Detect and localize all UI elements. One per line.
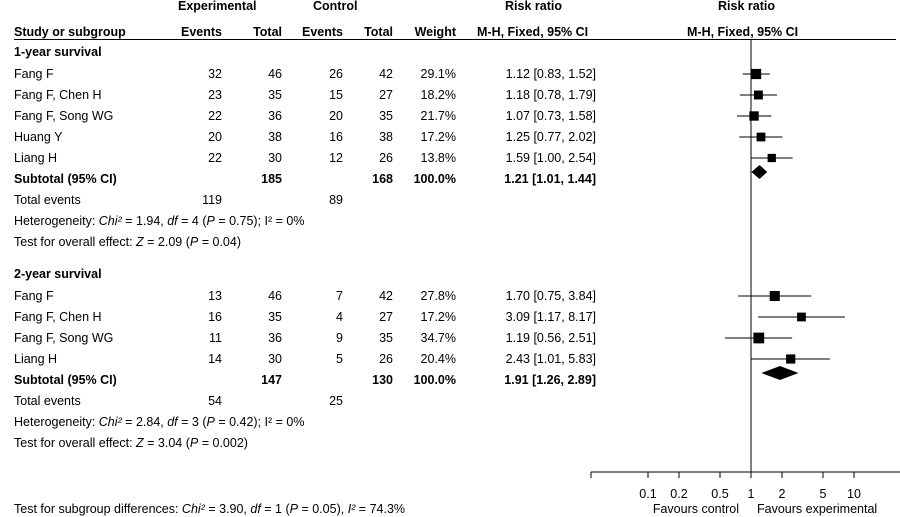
subtotal-total-control: 168 — [372, 172, 393, 186]
header-weight: Weight — [414, 25, 456, 39]
events-experimental: 13 — [208, 289, 222, 303]
events-control: 12 — [329, 151, 343, 165]
total-experimental: 35 — [268, 88, 282, 102]
overall-effect-text: Test for overall effect: Z = 2.09 (P = 0.04) — [14, 235, 241, 249]
subtotal-weight: 100.0% — [413, 373, 456, 387]
effect-marker — [754, 91, 763, 100]
events-experimental: 20 — [208, 130, 222, 144]
subtotal-label: Subtotal (95% CI) — [14, 172, 117, 186]
risk-ratio-ci: 1.59 [1.00, 2.54] — [505, 151, 596, 165]
weight: 17.2% — [420, 130, 456, 144]
header-experimental: Experimental — [178, 0, 257, 13]
total-control: 27 — [379, 88, 393, 102]
header-risk-ratio-right: Risk ratio — [718, 0, 775, 13]
effect-marker — [786, 354, 795, 363]
x-tick-label: 2 — [778, 487, 786, 501]
effect-marker — [757, 133, 766, 142]
weight: 17.2% — [420, 310, 456, 324]
heterogeneity-text: Heterogeneity: Chi² = 1.94, df = 4 (P = 0.75); I² = 0% — [14, 214, 305, 228]
risk-ratio-ci: 1.12 [0.83, 1.52] — [505, 67, 596, 81]
x-tick-label: 10 — [847, 487, 861, 501]
x-tick-label: 1 — [747, 487, 755, 501]
study-name: Fang F — [14, 289, 54, 303]
weight: 21.7% — [420, 109, 456, 123]
risk-ratio-ci: 3.09 [1.17, 8.17] — [505, 310, 596, 324]
header-events-e: Events — [181, 25, 222, 39]
risk-ratio-ci: 1.18 [0.78, 1.79] — [505, 88, 596, 102]
total-events-experimental: 54 — [208, 394, 222, 408]
events-experimental: 23 — [208, 88, 222, 102]
subtotal-ci: 1.21 [1.01, 1.44] — [504, 172, 596, 186]
pooled-diamond — [751, 165, 767, 179]
events-experimental: 16 — [208, 310, 222, 324]
effect-marker — [751, 69, 761, 79]
effect-marker — [797, 313, 806, 322]
header-study: Study or subgroup — [14, 25, 126, 39]
subtotal-label: Subtotal (95% CI) — [14, 373, 117, 387]
favours-experimental-label: Favours experimental — [757, 502, 878, 516]
total-experimental: 36 — [268, 331, 282, 345]
total-experimental: 30 — [268, 151, 282, 165]
weight: 34.7% — [420, 331, 456, 345]
effect-marker — [768, 154, 776, 162]
subtotal-ci: 1.91 [1.26, 2.89] — [504, 373, 596, 387]
total-control: 42 — [379, 67, 393, 81]
events-experimental: 11 — [209, 331, 222, 345]
header-method-right: M-H, Fixed, 95% CI — [687, 25, 799, 39]
overall-effect-text: Test for overall effect: Z = 3.04 (P = 0.002) — [14, 436, 248, 450]
total-control: 38 — [379, 130, 393, 144]
subgroup-title: 1-year survival — [14, 45, 102, 59]
header-total-e: Total — [253, 25, 282, 39]
risk-ratio-ci: 1.07 [0.73, 1.58] — [505, 109, 596, 123]
risk-ratio-ci: 1.19 [0.56, 2.51] — [505, 331, 596, 345]
x-tick-label: 5 — [819, 487, 827, 501]
header-risk-ratio-mid: Risk ratio — [505, 0, 562, 13]
total-experimental: 30 — [268, 352, 282, 366]
subtotal-total-experimental: 185 — [261, 172, 282, 186]
events-control: 9 — [336, 331, 343, 345]
x-tick-label: 0.1 — [639, 487, 657, 501]
subtotal-total-control: 130 — [372, 373, 393, 387]
header-control: Control — [313, 0, 358, 13]
study-name: Liang H — [14, 352, 58, 366]
weight: 13.8% — [420, 151, 456, 165]
events-experimental: 22 — [208, 151, 222, 165]
pooled-diamond — [761, 366, 798, 380]
total-experimental: 46 — [268, 289, 282, 303]
subgroup-title: 2-year survival — [14, 267, 102, 281]
events-control: 5 — [336, 352, 343, 366]
header-events-c: Events — [302, 25, 343, 39]
study-name: Fang F, Chen H — [14, 310, 102, 324]
total-experimental: 46 — [268, 67, 282, 81]
events-experimental: 32 — [208, 67, 222, 81]
x-tick-label: 0.2 — [670, 487, 688, 501]
total-events-control: 89 — [329, 193, 343, 207]
total-events-experimental: 119 — [202, 193, 222, 207]
header-method-mid: M-H, Fixed, 95% CI — [477, 25, 589, 39]
x-tick-label: 0.5 — [711, 487, 729, 501]
total-events-label: Total events — [14, 394, 81, 408]
total-events-label: Total events — [14, 193, 81, 207]
study-name: Huang Y — [14, 130, 63, 144]
study-name: Fang F, Song WG — [14, 331, 114, 345]
events-control: 7 — [336, 289, 343, 303]
total-control: 35 — [379, 109, 393, 123]
total-experimental: 38 — [268, 130, 282, 144]
study-name: Fang F, Chen H — [14, 88, 102, 102]
effect-marker — [749, 111, 758, 120]
total-control: 26 — [379, 352, 393, 366]
study-name: Liang H — [14, 151, 58, 165]
events-experimental: 14 — [208, 352, 222, 366]
effect-marker — [753, 333, 764, 344]
weight: 29.1% — [420, 67, 456, 81]
total-experimental: 35 — [268, 310, 282, 324]
risk-ratio-ci: 1.70 [0.75, 3.84] — [505, 289, 596, 303]
events-control: 15 — [329, 88, 343, 102]
heterogeneity-text: Heterogeneity: Chi² = 2.84, df = 3 (P = 0.42); I² = 0% — [14, 415, 305, 429]
weight: 27.8% — [420, 289, 456, 303]
subtotal-total-experimental: 147 — [261, 373, 282, 387]
weight: 18.2% — [420, 88, 456, 102]
events-control: 20 — [329, 109, 343, 123]
total-control: 35 — [379, 331, 393, 345]
weight: 20.4% — [420, 352, 456, 366]
events-experimental: 22 — [208, 109, 222, 123]
header-total-c: Total — [364, 25, 393, 39]
risk-ratio-ci: 1.25 [0.77, 2.02] — [505, 130, 596, 144]
total-events-control: 25 — [329, 394, 343, 408]
study-name: Fang F — [14, 67, 54, 81]
favours-control-label: Favours control — [652, 502, 739, 516]
total-control: 26 — [379, 151, 393, 165]
events-control: 16 — [329, 130, 343, 144]
effect-marker — [770, 291, 780, 301]
subtotal-weight: 100.0% — [413, 172, 456, 186]
total-control: 27 — [379, 310, 393, 324]
total-experimental: 36 — [268, 109, 282, 123]
events-control: 26 — [329, 67, 343, 81]
events-control: 4 — [336, 310, 343, 324]
subgroup-differences-text: Test for subgroup differences: Chi² = 3.90, df = 1 (P = 0.05), I² = 74.3% — [14, 502, 406, 516]
study-name: Fang F, Song WG — [14, 109, 114, 123]
total-control: 42 — [379, 289, 393, 303]
risk-ratio-ci: 2.43 [1.01, 5.83] — [505, 352, 596, 366]
